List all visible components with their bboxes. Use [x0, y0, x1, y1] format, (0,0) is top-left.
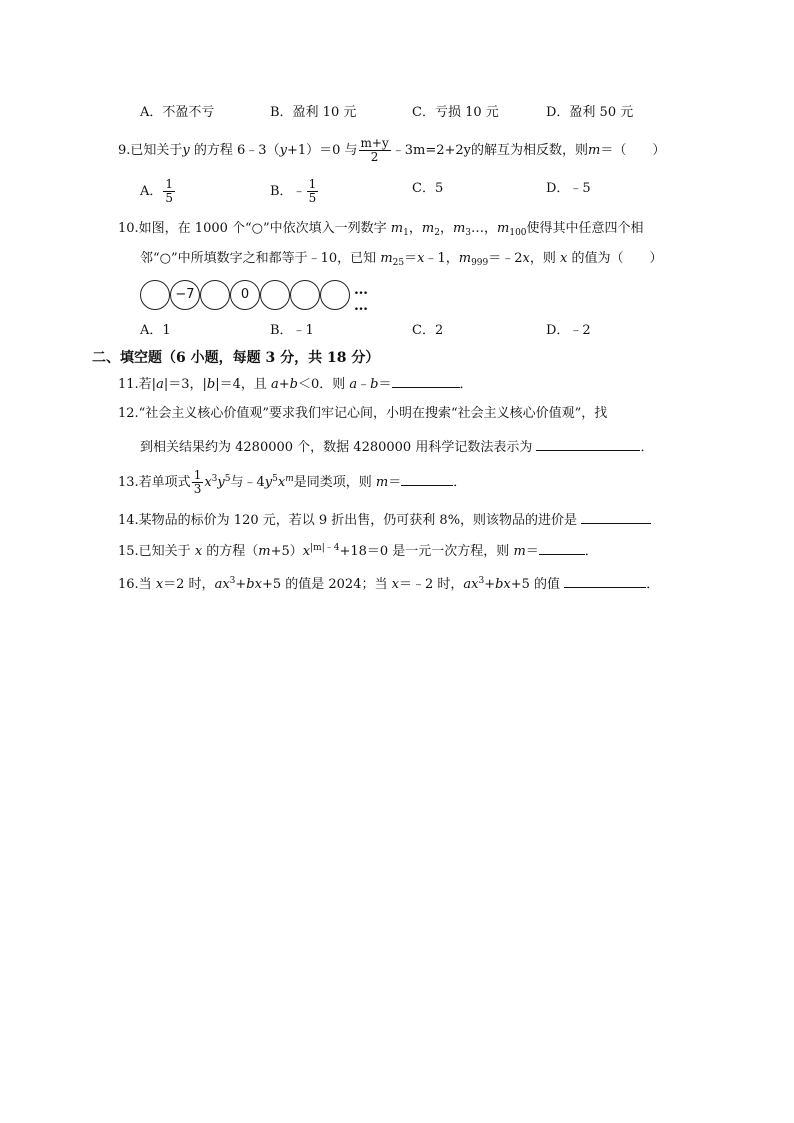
answer-blank[interactable]: [392, 374, 460, 388]
q8-option-c: C．亏损 10 元: [412, 105, 499, 120]
answer-blank[interactable]: [401, 472, 453, 486]
fraction: $\frac{m+y}{2}$: [360, 136, 389, 164]
answer-blank[interactable]: [581, 510, 651, 524]
section-heading: 二、填空题（6 小题，每题 3 分，共 18 分）: [92, 350, 380, 366]
question-11: 11.若|a|＝3，|b|＝4，且 a+b＜0．则 a﹣b＝ ．: [118, 374, 473, 394]
q8-option-d: D．盈利 50 元: [546, 105, 634, 120]
q8-option-b: B．盈利 10 元: [270, 105, 357, 120]
question-13: 13.若单项式 $\frac{1}{3}$ $x^3y^5$与$﹣4y^5x^m$是同类项，则 m＝ ．: [118, 468, 467, 496]
question-10-line-1: 10.如图，在 1000 个“○”中依次填入一列数字 $m_1$，$m_2$，$m_3\dots$，$m_{100}$使得其中任意四个相: [118, 221, 644, 238]
q10-option-d: D．﹣2: [546, 323, 591, 338]
answer-blank[interactable]: [564, 574, 646, 588]
circle-6: [290, 280, 320, 310]
answer-blank[interactable]: [536, 437, 640, 451]
circle-4: 0: [230, 280, 260, 310]
q8-option-a: A．不盈不亏: [140, 105, 215, 120]
q9-option-b: B．﹣ $\frac{1}{5}$: [270, 177, 317, 205]
q10-option-a: A．1: [140, 323, 171, 338]
circle-7: [320, 280, 350, 310]
q9-option-d: D．﹣5: [546, 181, 591, 196]
ellipsis: … …: [354, 282, 369, 314]
question-12-line-1: 12.“社会主义核心价值观”要求我们牢记心间，小明在搜索“社会主义核心价值观”，找: [118, 406, 608, 421]
question-10-line-2: 邻“○”中所填数字之和都等于﹣10，已知 $m_{25}=x﹣1$，$m_{999}=﹣2x$，则 x 的值为（ ）: [140, 251, 663, 268]
question-14: 14.某物品的标价为 120 元，若以 9 折出售，仍可获利 8%，则该物品的进价是: [118, 510, 651, 530]
circle-1: [140, 280, 170, 310]
q9-option-c: C．5: [412, 181, 444, 196]
question-15: 15.已知关于 x 的方程$(m+5)x^{|m|﹣4}+18=0$ 是一元一次方程，则 m＝ ．: [118, 543, 598, 559]
question-9: 9.已知关于y 的方程 6﹣3（y+1）＝0 与 $\frac{m+y}{2}$ ﹣3m=2+2y的解互为相反数，则m＝（ ）: [118, 136, 666, 164]
circle-5: [260, 280, 290, 310]
circle-2: −7: [170, 280, 200, 310]
q10-option-b: B．﹣1: [270, 323, 314, 338]
question-12-line-2: 到相关结果约为 4280000 个，数据 4280000 用科学记数法表示为 ．: [140, 437, 653, 457]
circle-3: [200, 280, 230, 310]
q10-option-c: C．2: [412, 323, 444, 338]
question-16: 16.当 x＝2 时，$ax^3+bx+5$ 的值是 2024；当 x＝﹣2 时，$ax^3+bx+5$ 的值 ．: [118, 576, 660, 592]
q9-option-a: A． $\frac{1}{5}$: [140, 177, 174, 205]
answer-blank[interactable]: [539, 541, 585, 555]
